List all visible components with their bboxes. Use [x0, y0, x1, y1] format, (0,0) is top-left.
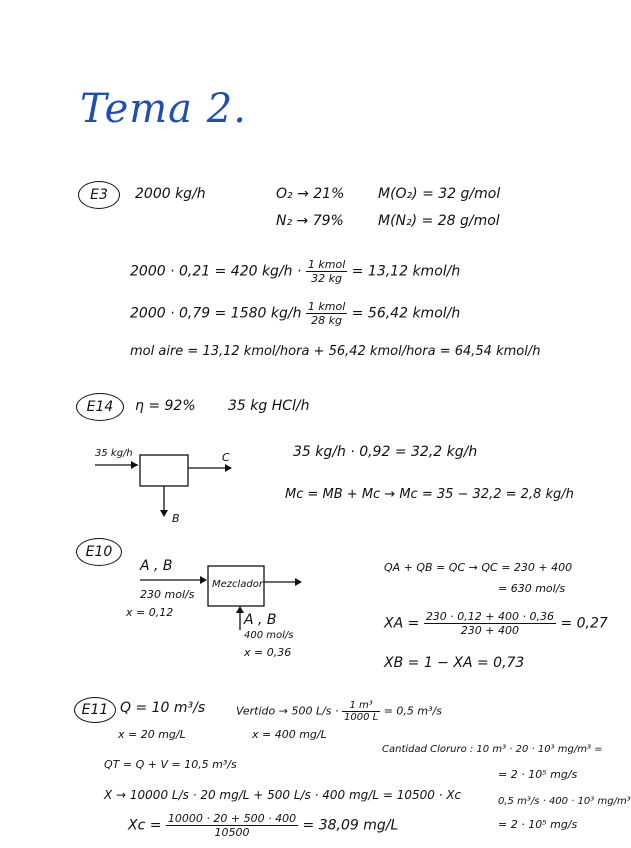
n2-conversion-fraction [306, 300, 347, 327]
river-flow: Q = 10 m³/s [120, 700, 206, 716]
n2-calc-line [130, 300, 460, 327]
discharge-text: Vertido → 500 L/s · [236, 704, 339, 718]
chloride-amount-2-result: = 2 · 10⁵ mg/s [498, 818, 578, 831]
n2-fraction: N₂ → 79% [276, 213, 344, 229]
fraction-denominator: 28 kg [311, 314, 343, 327]
stream2-components: A , B [244, 612, 277, 628]
feed-flow: 2000 kg/h [135, 186, 206, 202]
fraction-denominator: 10500 [214, 826, 250, 839]
fraction-denominator: 230 + 400 [460, 624, 519, 637]
chloride-balance: X → 10000 L/s · 20 mg/L + 500 L/s · 400 mg/L = 10500 · Xc [104, 788, 462, 802]
stream1-fraction: x = 0,12 [126, 606, 174, 619]
discharge-fraction [342, 700, 380, 723]
xa-fraction [424, 610, 556, 637]
fraction-denominator: 32 kg [311, 272, 343, 285]
xc-result: = 38,09 mg/L [302, 817, 399, 834]
o2-calc-line [130, 258, 460, 285]
mol-aire-line: mol aire = 13,12 kmol/hora + 56,42 kmol/hora = 64,54 kmol/h [130, 344, 541, 359]
river-concentration: x = 20 mg/L [118, 728, 186, 741]
chloride-amount-1-result: = 2 · 10⁵ mg/s [498, 768, 578, 781]
xc-label: Xc = [128, 817, 162, 834]
total-flow: QT = Q + V = 10,5 m³/s [104, 758, 237, 771]
exercise-label: E14 [76, 393, 124, 421]
chloride-amount-1: Cantidad Cloruro : 10 m³ · 20 · 10³ mg/m³ = [382, 744, 603, 755]
input-stream-label: 35 kg/h [95, 448, 133, 459]
exercise-label: E3 [78, 181, 120, 209]
exercise-label: E10 [76, 538, 122, 566]
discharge-concentration: x = 400 mg/L [252, 728, 327, 741]
hcl-feed: 35 kg HCl/h [228, 398, 310, 414]
stream1-flow: 230 mol/s [140, 588, 195, 601]
flow-balance: QA + QB = QC → QC = 230 + 400 [384, 561, 573, 574]
n2-molar-mass: M(N₂) = 28 g/mol [378, 213, 500, 229]
output-c-label: C [222, 451, 230, 464]
fraction-numerator: 10000 · 20 + 500 · 400 [167, 812, 297, 825]
e14-calc-2: Mc = MB + Mc → Mc = 35 − 32,2 = 2,8 kg/h [285, 487, 574, 502]
fraction-numerator: 1 m³ [342, 700, 380, 712]
n2-result: = 56,42 kmol/h [351, 305, 461, 322]
o2-fraction: O₂ → 21% [276, 186, 345, 202]
o2-conversion-fraction [306, 258, 347, 285]
efficiency: η = 92% [135, 398, 196, 414]
page-title: Tema 2. [80, 86, 247, 132]
o2-calc-text: 2000 · 0,21 = 420 kg/h · [130, 263, 302, 280]
e14-calc-1: 35 kg/h · 0,92 = 32,2 kg/h [293, 444, 478, 460]
xb-calc: XB = 1 − XA = 0,73 [384, 655, 525, 671]
stream1-components: A , B [140, 558, 173, 574]
discharge-result: = 0,5 m³/s [383, 704, 442, 718]
chloride-amount-2: 0,5 m³/s · 400 · 10³ mg/m³ [498, 796, 631, 807]
xa-label: XA = [384, 615, 420, 632]
fraction-numerator: 230 · 0,12 + 400 · 0,36 [425, 610, 554, 623]
xc-calc [128, 812, 398, 839]
discharge-calc [236, 700, 442, 723]
flow-balance-result: = 630 mol/s [498, 582, 566, 595]
xa-calc [384, 610, 608, 637]
fraction-numerator: 1 kmol [307, 258, 346, 271]
mixer-label: Mezclador [212, 579, 264, 590]
output-b-label: B [172, 512, 180, 525]
o2-molar-mass: M(O₂) = 32 g/mol [378, 186, 501, 202]
stream2-fraction: x = 0,36 [244, 646, 292, 659]
stream2-flow: 400 mol/s [244, 630, 294, 641]
n2-calc-text: 2000 · 0,79 = 1580 kg/h [130, 305, 302, 322]
fraction-denominator: 1000 L [344, 712, 379, 723]
o2-result: = 13,12 kmol/h [351, 263, 461, 280]
fraction-numerator: 1 kmol [307, 300, 346, 313]
exercise-label: E11 [74, 697, 116, 723]
xa-result: = 0,27 [560, 615, 608, 632]
xc-fraction [166, 812, 298, 839]
